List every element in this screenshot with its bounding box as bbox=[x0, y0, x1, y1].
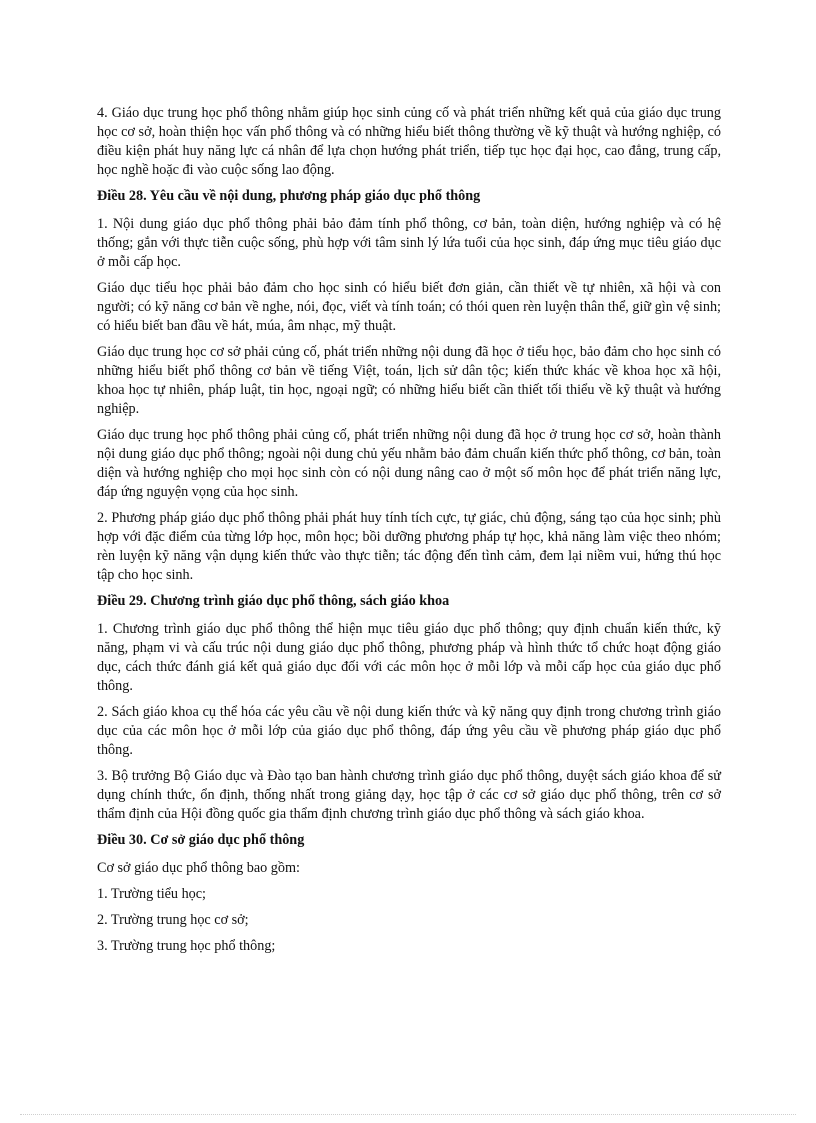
paragraph-29-3: 3. Bộ trưởng Bộ Giáo dục và Đào tạo ban hành chương trình giáo dục phổ thông, duyệt sách giáo khoa để sử dụng chính thức, ổn định, thống nhất trong giảng dạy, học tập ở các cơ sở giáo dục phổ thông, trên cơ sở thẩm định của Hội đồng quốc gia thẩm định chương trình giáo dục phổ thông và sách giáo khoa. bbox=[97, 768, 721, 822]
list-item-truong-thcs: 2. Trường trung học cơ sở; bbox=[97, 912, 249, 928]
list-item-truong-tieu-hoc: 1. Trường tiểu học; bbox=[97, 886, 206, 902]
paragraph-4-muc-tieu-thpt: 4. Giáo dục trung học phổ thông nhằm giúp học sinh củng cố và phát triển những kết quả của giáo dục trung học cơ sở, hoàn thiện học vấn phổ thông và có những hiểu biết thông thường về kỹ thuật và hướng nghiệp, có điều kiện phát huy năng lực cá nhân để lựa chọn hướng phát triển, tiếp tục học đại học, cao đẳng, trung cấp, học nghề hoặc đi vào cuộc sống lao động. bbox=[97, 105, 721, 178]
paragraph-28-2: 2. Phương pháp giáo dục phổ thông phải phát huy tính tích cực, tự giác, chủ động, sáng tạo của học sinh; phù hợp với đặc điểm của từng lớp học, môn học; bồi dưỡng phương pháp tự học, khả năng làm việc theo nhóm; rèn luyện kỹ năng vận dụng kiến thức vào thực tiễn; tác động đến tình cảm, đem lại niềm vui, hứng thú học tập cho học sinh. bbox=[97, 510, 721, 583]
paragraph-tieu-hoc: Giáo dục tiểu học phải bảo đảm cho học sinh có hiểu biết đơn giản, cần thiết về tự nhiên, xã hội và con người; có kỹ năng cơ bản về nghe, nói, đọc, viết và tính toán; có thói quen rèn luyện thân thể, giữ gìn vệ sinh; có hiểu biết ban đầu về hát, múa, âm nhạc, mỹ thuật. bbox=[97, 280, 721, 334]
article-28-heading: Điều 28. Yêu cầu về nội dung, phương pháp giáo dục phổ thông bbox=[97, 188, 481, 204]
list-item-truong-thpt: 3. Trường trung học phổ thông; bbox=[97, 938, 276, 954]
paragraph-thpt: Giáo dục trung học phổ thông phải củng cố, phát triển những nội dung đã học ở trung học cơ sở, hoàn thành nội dung giáo dục phổ thông; ngoài nội dung chủ yếu nhằm bảo đảm chuẩn kiến thức phổ thông, cơ bản, toàn diện và hướng nghiệp cho mọi học sinh còn có nội dung nâng cao ở một số môn học để phát triển năng lực, đáp ứng nguyện vọng của học sinh. bbox=[97, 427, 721, 500]
paragraph-28-1: 1. Nội dung giáo dục phổ thông phải bảo đảm tính phổ thông, cơ bản, toàn diện, hướng nghiệp và có hệ thống; gắn với thực tiễn cuộc sống, phù hợp với tâm sinh lý lứa tuổi của học sinh, đáp ứng mục tiêu giáo dục ở mỗi cấp học. bbox=[97, 216, 721, 270]
paragraph-29-1: 1. Chương trình giáo dục phổ thông thể hiện mục tiêu giáo dục phổ thông; quy định chuẩn kiến thức, kỹ năng, phạm vi và cấu trúc nội dung giáo dục phổ thông, phương pháp và hình thức tổ chức hoạt động giáo dục, cách thức đánh giá kết quả giáo dục đối với các môn học ở mỗi lớp và mỗi cấp học của giáo dục phổ thông. bbox=[97, 621, 721, 694]
article-29-heading: Điều 29. Chương trình giáo dục phổ thông, sách giáo khoa bbox=[97, 593, 450, 609]
document-page bbox=[97, 104, 721, 963]
paragraph-29-2: 2. Sách giáo khoa cụ thể hóa các yêu cầu về nội dung kiến thức và kỹ năng quy định trong chương trình giáo dục của các môn học ở mỗi lớp của giáo dục phổ thông, đáp ứng yêu cầu về phương pháp giáo dục phổ thông. bbox=[97, 704, 721, 758]
paragraph-30-intro: Cơ sở giáo dục phổ thông bao gồm: bbox=[97, 860, 300, 876]
article-30-heading: Điều 30. Cơ sở giáo dục phổ thông bbox=[97, 832, 305, 848]
page-bottom-divider bbox=[20, 1114, 796, 1115]
paragraph-thcs: Giáo dục trung học cơ sở phải củng cố, phát triển những nội dung đã học ở tiểu học, bảo đảm cho học sinh có những hiểu biết phổ thông cơ bản về tiếng Việt, toán, lịch sử dân tộc; kiến thức khác về khoa học xã hội, khoa học tự nhiên, pháp luật, tin học, ngoại ngữ; có những hiểu biết cần thiết tối thiểu về kỹ thuật và hướng nghiệp. bbox=[97, 344, 721, 417]
